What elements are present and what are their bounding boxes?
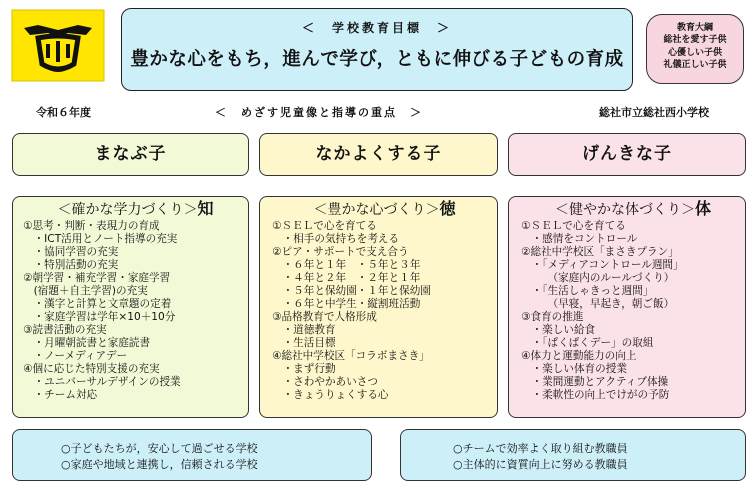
column-body-knowledge xyxy=(12,196,249,418)
column-title: ＜確かな学力づくり＞知 xyxy=(57,199,214,218)
school-emblem-icon xyxy=(8,8,108,83)
list-item: ・感情をコントロール xyxy=(521,233,638,245)
footer-line: ○チームで効率よく取り組む教職員 xyxy=(453,442,628,455)
goal-main-text: 豊かな心をもち，進んで学び，ともに伸びる子どもの育成 xyxy=(130,49,624,70)
column-title: ＜豊かな心づくり＞徳 xyxy=(313,199,456,218)
list-item: ②総社中学校区「まさきプラン」 xyxy=(521,246,679,258)
list-item: ③食育の推進 xyxy=(521,311,584,323)
list-item: ・柔軟性の向上でけがの予防 xyxy=(521,389,670,401)
list-item: ④個に応じた特別支援の充実 xyxy=(23,363,160,375)
column-header-nakayoku: なかよくする子 xyxy=(259,133,498,176)
list-item: ①ＳＥＬで心を育てる xyxy=(272,220,377,232)
school-goal-panel xyxy=(121,8,633,91)
footer-line: ○主体的に資質向上に努める教職員 xyxy=(453,458,628,471)
list-item: （家庭内のルールづくり） xyxy=(521,272,675,284)
policy-title: 教育大綱 xyxy=(676,23,713,33)
footer-staff-vision xyxy=(400,429,746,481)
list-item: ・さわやかあいさつ xyxy=(272,376,378,388)
list-item: ・楽しい体育の授業 xyxy=(521,363,627,375)
list-item: ①思考・判断・表現力の育成 xyxy=(23,220,160,232)
list-item: (宿題＋自主学習)の充実 xyxy=(23,285,148,297)
list-item: ・ユニバーサルデザインの授業 xyxy=(23,376,181,388)
list-item: ・楽しい給食 xyxy=(521,324,596,336)
list-item: ・ノーメディアデー xyxy=(23,350,128,362)
list-item: ・特別活動の充実 xyxy=(23,259,119,271)
column-body-heart xyxy=(259,196,498,418)
school-logo xyxy=(8,8,108,83)
goal-heading: ＜ 学校教育目標 ＞ xyxy=(301,21,452,35)
section-heading: ＜ めざす児童像と指導の重点 ＞ xyxy=(215,106,423,119)
list-item: ・業間運動とアクティブ体操 xyxy=(521,376,669,388)
list-item: ・生活目標 xyxy=(272,337,336,349)
education-policy-badge xyxy=(646,14,744,84)
column-header-manabu: まなぶ子 xyxy=(12,133,249,176)
list-item: ②朝学習・補充学習・家庭学習 xyxy=(23,272,171,284)
column-title: ＜健やかな体づくり＞体 xyxy=(554,199,711,218)
list-item: ③読書活動の充実 xyxy=(23,324,107,336)
list-item: ④総社中学校区「コラボまさき」 xyxy=(272,350,430,362)
list-item: ・ICT活用とノート指導の充実 xyxy=(23,233,178,245)
list-item: ・月曜朝読書と家庭読書 xyxy=(23,337,151,349)
list-item: ・まず行動 xyxy=(272,363,336,375)
policy-line: 総社を愛す子供 xyxy=(663,35,727,46)
list-item: （早寝，早起き，朝ご飯） xyxy=(521,298,675,310)
column-body-body xyxy=(508,196,746,418)
list-item: ・相手の気持ちを考える xyxy=(272,233,400,245)
list-item: ・６年と中学生・縦割班活動 xyxy=(272,298,421,310)
list-item: ①ＳＥＬで心を育てる xyxy=(521,220,626,232)
list-item: ・５年と保幼園・１年と保幼園 xyxy=(272,285,431,297)
list-item: ・家庭学習は学年×10＋10分 xyxy=(23,311,176,323)
list-item: ・漢字と計算と文章題の定着 xyxy=(23,298,172,310)
list-item: ・「ぱくぱくデー」の取組 xyxy=(521,337,654,349)
list-item: ④体力と運動能力の向上 xyxy=(521,350,637,362)
school-name: 総社市立総社西小学校 xyxy=(599,106,709,119)
list-item: ・道徳教育 xyxy=(272,324,336,336)
list-item: ②ピア・サポートで支え合う xyxy=(272,246,409,258)
policy-line: 礼儀正しい子供 xyxy=(663,59,727,70)
policy-line: 心優しい子供 xyxy=(667,47,722,58)
list-item: ③品格教育で人格形成 xyxy=(272,311,377,323)
footer-line: ○家庭や地域と連携し，信頼される学校 xyxy=(61,458,258,471)
column-header-genki: げんきな子 xyxy=(508,133,746,176)
fiscal-year-label: 令和６年度 xyxy=(36,106,91,119)
footer-line: ○子どもたちが，安心して過ごせる学校 xyxy=(61,442,258,455)
list-item: ・協同学習の充実 xyxy=(23,246,119,258)
list-item: ・４年と２年 ・２年と１年 xyxy=(272,272,421,284)
list-item: ・６年と１年 ・５年と３年 xyxy=(272,259,421,271)
footer-school-vision xyxy=(12,429,372,481)
list-item: ・「生活しゃきっと週間」 xyxy=(521,285,654,297)
list-item: ・きょうりょくする心 xyxy=(272,389,389,401)
list-item: ・チーム対応 xyxy=(23,389,98,401)
list-item: ・「メディアコントロール週間」 xyxy=(521,259,684,271)
